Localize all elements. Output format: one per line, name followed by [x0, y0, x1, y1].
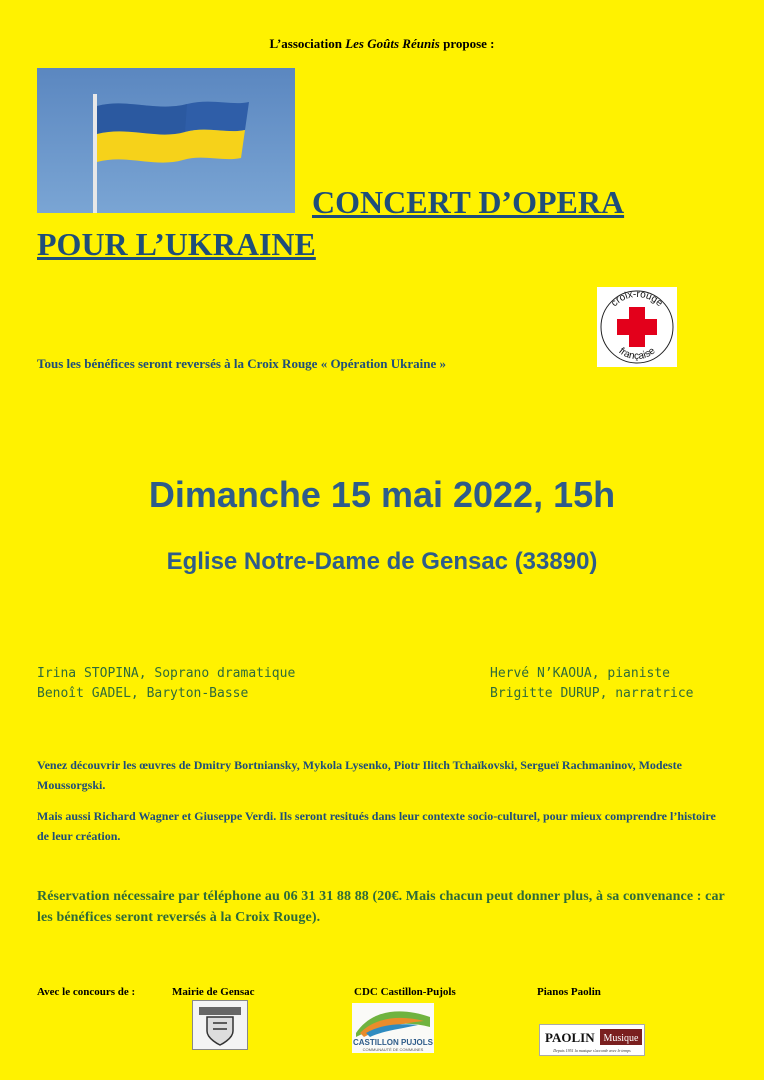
- intro-line: [0, 36, 764, 52]
- concert-venue: Eglise Notre-Dame de Gensac (33890): [166, 548, 598, 575]
- paolin-logo-name: PAOLIN: [545, 1030, 595, 1045]
- paolin-wordmark-icon: [540, 1025, 644, 1055]
- artist-narrator: Brigitte DURUP, narratrice: [490, 686, 694, 701]
- description-paragraph-1: Venez découvrir les œuvres de Dmitry Bortniansky, Mykola Lysenko, Piotr Ilitch Tchaïkovski, Sergueï Rachmaninov, Modeste Moussorgski.: [37, 758, 682, 792]
- artist-soprano: Irina STOPINA, Soprano dramatique: [37, 666, 296, 681]
- artist-baryton: Benoît GADEL, Baryton-Basse: [37, 686, 249, 701]
- coat-of-arms-icon: [193, 1001, 247, 1049]
- cdc-logo-name: CASTILLON PUJOLS: [352, 1038, 434, 1047]
- intro-prefix: L’association: [269, 36, 346, 51]
- association-name: Les Goûts Réunis: [345, 36, 440, 51]
- intro-suffix: propose :: [439, 36, 495, 51]
- partner-cdc-castillon-pujols: CDC Castillon-Pujols: [354, 986, 456, 998]
- croix-rouge-bottom-text: française: [616, 345, 658, 363]
- landscape-icon: [352, 1003, 434, 1053]
- partner-mairie-gensac: Mairie de Gensac: [172, 986, 255, 998]
- concert-title-line2: POUR L’UKRAINE: [37, 226, 316, 262]
- paolin-musique-logo: [539, 1024, 645, 1056]
- paolin-tagline: Depuis 1951 la musique s'accorde avec le temps: [553, 1048, 631, 1053]
- concert-title-line1: CONCERT D’OPERA: [312, 184, 625, 220]
- mairie-gensac-logo: [192, 1000, 248, 1050]
- cdc-castillon-pujols-logo: [352, 1003, 434, 1053]
- benefits-note: Tous les bénéfices seront reversés à la Croix Rouge « Opération Ukraine »: [37, 356, 446, 371]
- ukraine-flag-photo: [37, 68, 295, 213]
- description-paragraph-2: Mais aussi Richard Wagner et Giuseppe Verdi. Ils seront resitués dans leur contexte socio-culturel, pour mieux comprendre l’histoire de leur création.: [37, 809, 716, 843]
- reservation-note: Réservation nécessaire par téléphone au 06 31 31 88 88 (20€. Mais chacun peut donner plus, à sa convenance : car les bénéfices seront reversés à la Croix Rouge).: [37, 889, 725, 925]
- cdc-logo-subtitle: COMMUNAUTÉ DE COMMUNES: [362, 1047, 424, 1052]
- paolin-logo-musique: Musique: [603, 1033, 639, 1044]
- ukraine-flag-icon: [37, 68, 295, 213]
- red-cross-icon: [597, 287, 677, 367]
- croix-rouge-logo: [597, 287, 677, 367]
- artist-pianist: Hervé N’KAOUA, pianiste: [490, 666, 671, 681]
- partners-label: Avec le concours de :: [37, 986, 136, 998]
- concert-date: Dimanche 15 mai 2022, 15h: [148, 474, 616, 515]
- partner-pianos-paolin: Pianos Paolin: [537, 986, 601, 998]
- croix-rouge-top-text: croix-rouge: [609, 288, 665, 309]
